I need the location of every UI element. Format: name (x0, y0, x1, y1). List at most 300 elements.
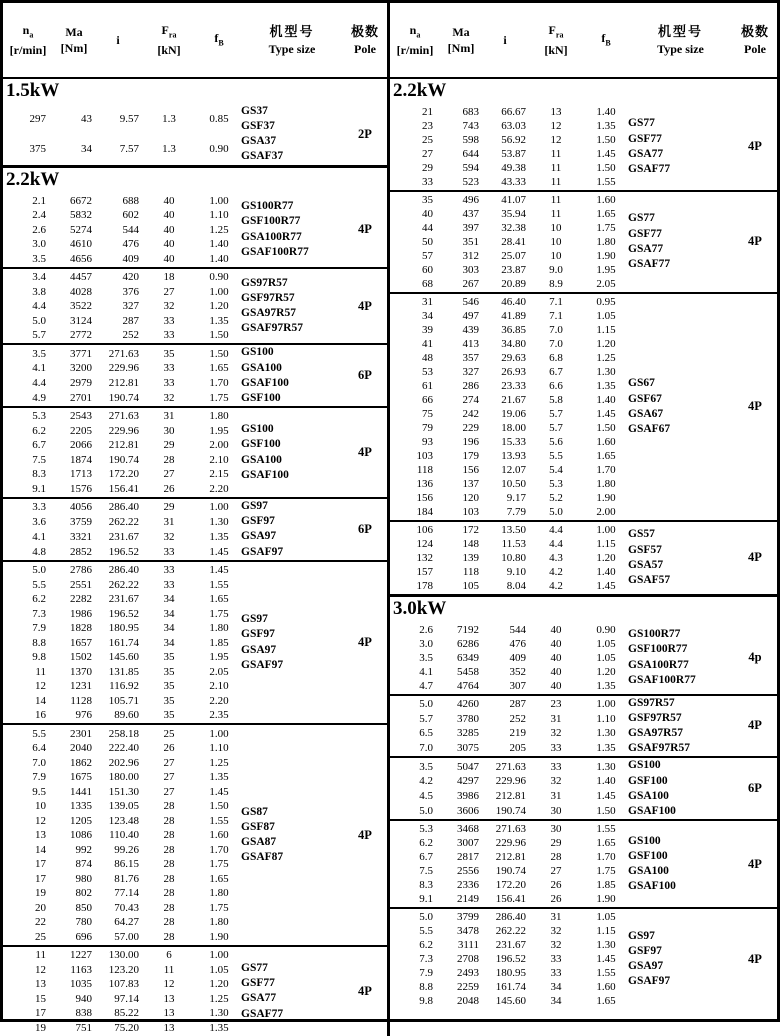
na-value: 48 (422, 351, 433, 364)
ma-value: 2551 (70, 578, 92, 591)
fra-value: 34 (163, 607, 175, 620)
table-row (3, 328, 241, 343)
na-value: 7.9 (32, 622, 46, 635)
fra-value: 34 (550, 981, 562, 994)
i-value: 212.81 (108, 439, 139, 452)
table-row (390, 379, 628, 393)
ma-value: 148 (462, 537, 479, 550)
ma-value: 5274 (70, 223, 92, 236)
fb-value: 1.35 (596, 742, 616, 754)
i-value: 262.22 (108, 516, 139, 529)
ma-value: 196 (462, 435, 479, 448)
ma-value: 598 (462, 133, 479, 146)
fb-value: 1.95 (596, 263, 616, 276)
ma-value: 1874 (70, 453, 92, 466)
fra-value: 4.2 (549, 579, 563, 592)
fra-value: 40 (550, 651, 562, 664)
fra-value: 30 (550, 823, 562, 836)
right-table-panel (390, 3, 777, 1036)
i-value: 28.41 (501, 235, 526, 248)
type-size-label: GSF100 (241, 391, 281, 404)
i-value: 105.71 (108, 694, 139, 707)
fb-value: 1.70 (209, 843, 229, 856)
type-size-label: GSF100 (241, 438, 281, 451)
ma-value: 4610 (70, 238, 92, 251)
fra-value: 8.9 (549, 277, 563, 290)
type-size-list (241, 947, 343, 1036)
table-row (390, 365, 628, 379)
header-type-size-column: 机型号 Type size (268, 24, 316, 56)
ma-value: 1205 (70, 814, 92, 827)
type-size-list (628, 622, 733, 694)
na-value: 3.6 (32, 516, 46, 529)
na-value: 93 (422, 435, 433, 448)
table-row (390, 789, 628, 803)
type-size-label: GS77 (628, 212, 655, 225)
ma-value: 1675 (70, 771, 92, 784)
na-value: 6.4 (32, 742, 46, 755)
fra-value: 13 (163, 1021, 175, 1034)
type-size-label: GSAF100 (628, 880, 676, 893)
na-value: 39 (422, 323, 433, 336)
type-size-label: GSF57 (628, 543, 662, 556)
i-value: 286.40 (495, 911, 526, 924)
fb-value: 1.40 (596, 393, 616, 406)
table-header (390, 3, 777, 79)
pole-value: 4P (748, 139, 762, 154)
table-row (3, 424, 241, 439)
pole-value: 4P (748, 550, 762, 565)
fra-value: 10 (550, 235, 562, 248)
table-row (3, 948, 241, 963)
table-row (390, 105, 628, 119)
type-size-list (241, 499, 343, 560)
type-size-label: GS100 (241, 346, 274, 359)
i-value: 89.60 (114, 709, 139, 722)
i-value: 258.18 (108, 727, 139, 740)
i-value: 271.63 (108, 347, 139, 360)
i-value: 219 (509, 727, 526, 740)
table-row (3, 857, 241, 872)
na-value: 3.5 (32, 252, 46, 265)
power-section (390, 79, 777, 594)
fb-value: 1.90 (596, 893, 616, 906)
ma-value: 696 (75, 930, 92, 943)
i-value: 18.00 (501, 421, 526, 434)
fb-value: 1.50 (209, 800, 229, 813)
i-value: 544 (122, 223, 139, 236)
fra-value: 7.0 (549, 323, 563, 336)
table-row (390, 579, 628, 593)
ma-value: 1128 (70, 694, 92, 707)
na-value: 4.9 (32, 391, 46, 404)
ma-value: 274 (462, 393, 479, 406)
fra-value: 33 (163, 377, 175, 390)
fra-value: 5.2 (549, 491, 563, 504)
ma-value: 1335 (70, 800, 92, 813)
fra-value: 13 (163, 992, 175, 1005)
ma-value: 351 (462, 235, 479, 248)
na-value: 17 (35, 858, 46, 871)
i-value: 64.27 (114, 916, 139, 929)
table-row (3, 693, 241, 708)
ma-value: 2817 (457, 851, 479, 864)
fb-value: 1.90 (596, 249, 616, 262)
table-row (3, 977, 241, 992)
na-value: 12 (35, 680, 46, 693)
pole-value: 6P (748, 781, 762, 796)
na-value: 7.9 (32, 771, 46, 784)
type-size-label: GS97R57 (241, 276, 288, 289)
fb-value: 1.30 (596, 727, 616, 740)
table-row (3, 482, 241, 497)
table-row (3, 376, 241, 391)
fb-value: 2.15 (209, 468, 229, 481)
ma-value: 5832 (70, 209, 92, 222)
right-panel-body (390, 79, 777, 1036)
ma-value: 3468 (457, 823, 479, 836)
na-value: 17 (35, 872, 46, 885)
i-value: 75.20 (114, 1021, 139, 1034)
pole-value: 4p (748, 650, 762, 665)
i-value: 12.07 (501, 463, 526, 476)
na-value: 4.4 (32, 300, 46, 313)
fb-value: 1.60 (209, 829, 229, 842)
table-row (3, 577, 241, 592)
fra-value: 35 (163, 680, 175, 693)
table-row (390, 980, 628, 994)
fra-value: 26 (163, 482, 175, 495)
rating-group (390, 756, 777, 819)
ma-value: 976 (75, 709, 92, 722)
table-row (390, 337, 628, 351)
table-row (3, 871, 241, 886)
fb-value: 1.05 (596, 309, 616, 322)
i-value: 36.85 (501, 323, 526, 336)
fb-value: 1.45 (596, 147, 616, 160)
fb-value: 1.15 (596, 537, 616, 550)
header-service-factor-column: $f_B$ (214, 31, 224, 48)
i-value: 212.81 (108, 377, 139, 390)
ma-value: 3478 (457, 925, 479, 938)
fb-value: 1.35 (596, 379, 616, 392)
ma-value: 523 (462, 175, 479, 188)
type-size-list (241, 408, 343, 497)
table-row (3, 784, 241, 799)
fra-value: 18 (163, 271, 175, 284)
numeric-rows (3, 947, 241, 1036)
ma-value: 7192 (457, 623, 479, 636)
ma-value: 3124 (70, 314, 92, 327)
table-row (3, 929, 241, 944)
fra-value: 28 (163, 872, 175, 885)
na-value: 41 (422, 337, 433, 350)
ma-value: 3007 (457, 837, 479, 850)
fra-value: 6.8 (549, 351, 563, 364)
rating-group (390, 292, 777, 520)
na-value: 375 (29, 142, 46, 155)
table-row (390, 741, 628, 755)
fra-value: 4.4 (549, 523, 563, 536)
numeric-rows (3, 725, 241, 945)
table-row (390, 449, 628, 463)
ma-value: 594 (462, 161, 479, 174)
ma-value: 34 (81, 142, 92, 155)
i-value: 409 (509, 651, 526, 664)
fb-value: 1.65 (209, 872, 229, 885)
fb-value: 0.90 (596, 623, 616, 636)
fra-value: 7.0 (549, 337, 563, 350)
table-row (3, 467, 241, 482)
na-value: 66 (422, 393, 433, 406)
ma-value: 413 (462, 337, 479, 350)
ma-value: 327 (462, 365, 479, 378)
type-size-list (241, 192, 343, 267)
na-value: 3.8 (32, 285, 46, 298)
table-row (3, 112, 241, 127)
type-size-label: GSF67 (628, 392, 662, 405)
na-value: 25 (422, 133, 433, 146)
fb-value: 1.30 (596, 760, 616, 773)
fb-value: 1.15 (596, 925, 616, 938)
na-value: 12 (35, 814, 46, 827)
fb-value: 1.75 (209, 901, 229, 914)
rating-group (390, 104, 777, 190)
fb-value: 1.35 (596, 119, 616, 132)
table-row (3, 726, 241, 741)
i-value: 20.89 (501, 277, 526, 290)
na-value: 4.1 (32, 530, 46, 543)
fra-value: 28 (163, 887, 175, 900)
fb-value: 1.55 (209, 814, 229, 827)
fb-value: 1.90 (596, 491, 616, 504)
type-size-label: GSF77 (628, 132, 662, 145)
table-row (3, 635, 241, 650)
fra-value: 7.1 (549, 309, 563, 322)
fra-value: 5.3 (549, 477, 563, 490)
table-row (390, 221, 628, 235)
rating-group (3, 945, 387, 1036)
ma-value: 496 (462, 193, 479, 206)
fb-value: 1.25 (209, 756, 229, 769)
type-size-label: GSAF77 (628, 162, 671, 175)
na-value: 11 (35, 665, 46, 678)
i-value: 602 (122, 209, 139, 222)
fb-value: 1.65 (596, 449, 616, 462)
i-value: 229.96 (108, 362, 139, 375)
ma-value: 940 (75, 992, 92, 1005)
na-value: 33 (422, 175, 433, 188)
numeric-rows (3, 104, 241, 165)
i-value: 212.81 (495, 851, 526, 864)
fra-value: 32 (550, 925, 562, 938)
table-row (3, 755, 241, 770)
na-value: 40 (422, 207, 433, 220)
fb-value: 1.20 (209, 300, 229, 313)
i-value: 196.52 (108, 607, 139, 620)
ma-value: 1576 (70, 482, 92, 495)
type-size-label: GSAF100R77 (628, 673, 696, 686)
fra-value: 11 (550, 207, 562, 220)
type-size-label: GS97 (241, 500, 268, 513)
table-row (390, 892, 628, 906)
i-value: 107.83 (108, 978, 139, 991)
fb-value: 1.60 (596, 981, 616, 994)
table-row (390, 277, 628, 291)
fra-value: 35 (163, 709, 175, 722)
type-size-label: GSF97R57 (628, 711, 682, 724)
type-size-label: GSF100 (628, 849, 668, 862)
i-value: 19.06 (501, 407, 526, 420)
na-value: 8.3 (32, 468, 46, 481)
ma-value: 137 (462, 477, 479, 490)
type-size-label: GSAF100 (241, 376, 289, 389)
type-size-label: GSAF37 (241, 150, 284, 163)
fb-value: 2.10 (209, 680, 229, 693)
na-value: 5.0 (32, 564, 46, 577)
i-value: 81.76 (114, 872, 139, 885)
type-size-label: GSF100R77 (628, 643, 688, 656)
ma-value: 4028 (70, 285, 92, 298)
i-value: 172.20 (495, 879, 526, 892)
i-value: 420 (122, 271, 139, 284)
type-size-label: GSF77 (628, 227, 662, 240)
table-row (3, 741, 241, 756)
type-size-label: GSAF97 (628, 975, 671, 988)
pole-value: 2P (358, 126, 372, 141)
ma-value: 2336 (457, 879, 479, 892)
i-value: 262.22 (108, 578, 139, 591)
table-row (3, 813, 241, 828)
ma-value: 3771 (70, 347, 92, 360)
i-value: 222.40 (108, 742, 139, 755)
fra-value: 34 (163, 636, 175, 649)
type-size-label: GS97 (241, 613, 268, 626)
na-value: 6.2 (32, 593, 46, 606)
fra-value: 5.5 (549, 449, 563, 462)
fra-value: 28 (163, 814, 175, 827)
table-row (390, 679, 628, 693)
na-value: 68 (422, 277, 433, 290)
table-row (390, 249, 628, 263)
table-row (390, 697, 628, 711)
table-row (3, 500, 241, 515)
fra-value: 6.7 (549, 365, 563, 378)
ma-value: 303 (462, 263, 479, 276)
ma-value: 1227 (70, 949, 92, 962)
fra-value: 31 (550, 712, 562, 725)
i-value: 77.14 (114, 887, 139, 900)
left-panel-body (3, 79, 387, 1036)
na-value: 3.5 (419, 760, 433, 773)
fb-value: 1.80 (596, 235, 616, 248)
table-row (3, 842, 241, 857)
type-size-label: GSA87 (241, 836, 277, 849)
fb-value: 1.90 (209, 930, 229, 943)
fb-value: 1.65 (596, 837, 616, 850)
fb-value: 1.45 (209, 564, 229, 577)
na-value: 4.1 (419, 665, 433, 678)
type-size-label: GS57 (628, 528, 655, 541)
fb-value: 1.80 (209, 410, 229, 423)
na-value: 34 (422, 309, 433, 322)
na-value: 5.3 (419, 823, 433, 836)
na-value: 27 (422, 147, 433, 160)
na-value: 297 (29, 113, 46, 126)
power-section (3, 79, 387, 165)
ma-value: 3780 (457, 712, 479, 725)
ma-value: 139 (462, 551, 479, 564)
fb-value: 1.55 (596, 175, 616, 188)
table-row (390, 637, 628, 651)
table-row (390, 323, 628, 337)
numeric-rows (390, 821, 628, 907)
table-row (390, 351, 628, 365)
fb-value: 2.00 (209, 439, 229, 452)
header-pole-column: 极数 Pole (350, 24, 379, 56)
fra-value: 28 (163, 829, 175, 842)
ma-value: 105 (462, 579, 479, 592)
table-row (3, 799, 241, 814)
i-value: 190.74 (495, 865, 526, 878)
rating-group (390, 622, 777, 694)
fb-value: 1.45 (209, 785, 229, 798)
table-row (3, 886, 241, 901)
fra-value: 7.1 (549, 295, 563, 308)
fra-value: 33 (550, 953, 562, 966)
numeric-rows (390, 909, 628, 1009)
na-value: 12 (35, 963, 46, 976)
ma-value: 3799 (457, 911, 479, 924)
table-row (3, 1020, 241, 1035)
numeric-rows (390, 104, 628, 190)
type-size-label: GSF97 (241, 515, 275, 528)
fb-value: 1.60 (596, 193, 616, 206)
ma-value: 4260 (457, 697, 479, 710)
numeric-rows (3, 408, 241, 497)
i-value: 180.00 (108, 771, 139, 784)
type-size-label: GS97 (628, 929, 655, 942)
type-size-list (628, 294, 733, 520)
i-value: 41.89 (501, 309, 526, 322)
na-value: 10 (35, 800, 46, 813)
fb-value: 1.35 (209, 314, 229, 327)
fra-value: 4.2 (549, 565, 563, 578)
i-value: 231.67 (108, 530, 139, 543)
type-size-list (628, 104, 733, 190)
fb-value: 1.40 (596, 565, 616, 578)
header-pole-column: 极数 Pole (740, 24, 769, 56)
fb-value: 1.65 (209, 362, 229, 375)
i-value: 41.07 (501, 193, 526, 206)
table-row (390, 952, 628, 966)
na-value: 103 (416, 449, 433, 462)
table-row (3, 962, 241, 977)
i-value: 53.87 (501, 147, 526, 160)
fb-value: 1.50 (596, 133, 616, 146)
fra-value: 4.4 (549, 537, 563, 550)
fb-value: 1.85 (596, 879, 616, 892)
type-size-list (241, 269, 343, 344)
fra-value: 12 (550, 133, 562, 146)
fb-value: 0.95 (596, 295, 616, 308)
type-size-label: GS100 (628, 759, 661, 772)
type-size-label: GSA77 (241, 992, 277, 1005)
rating-group (390, 907, 777, 1009)
rating-group (390, 694, 777, 757)
table-row (390, 393, 628, 407)
type-size-label: GS100 (628, 834, 661, 847)
